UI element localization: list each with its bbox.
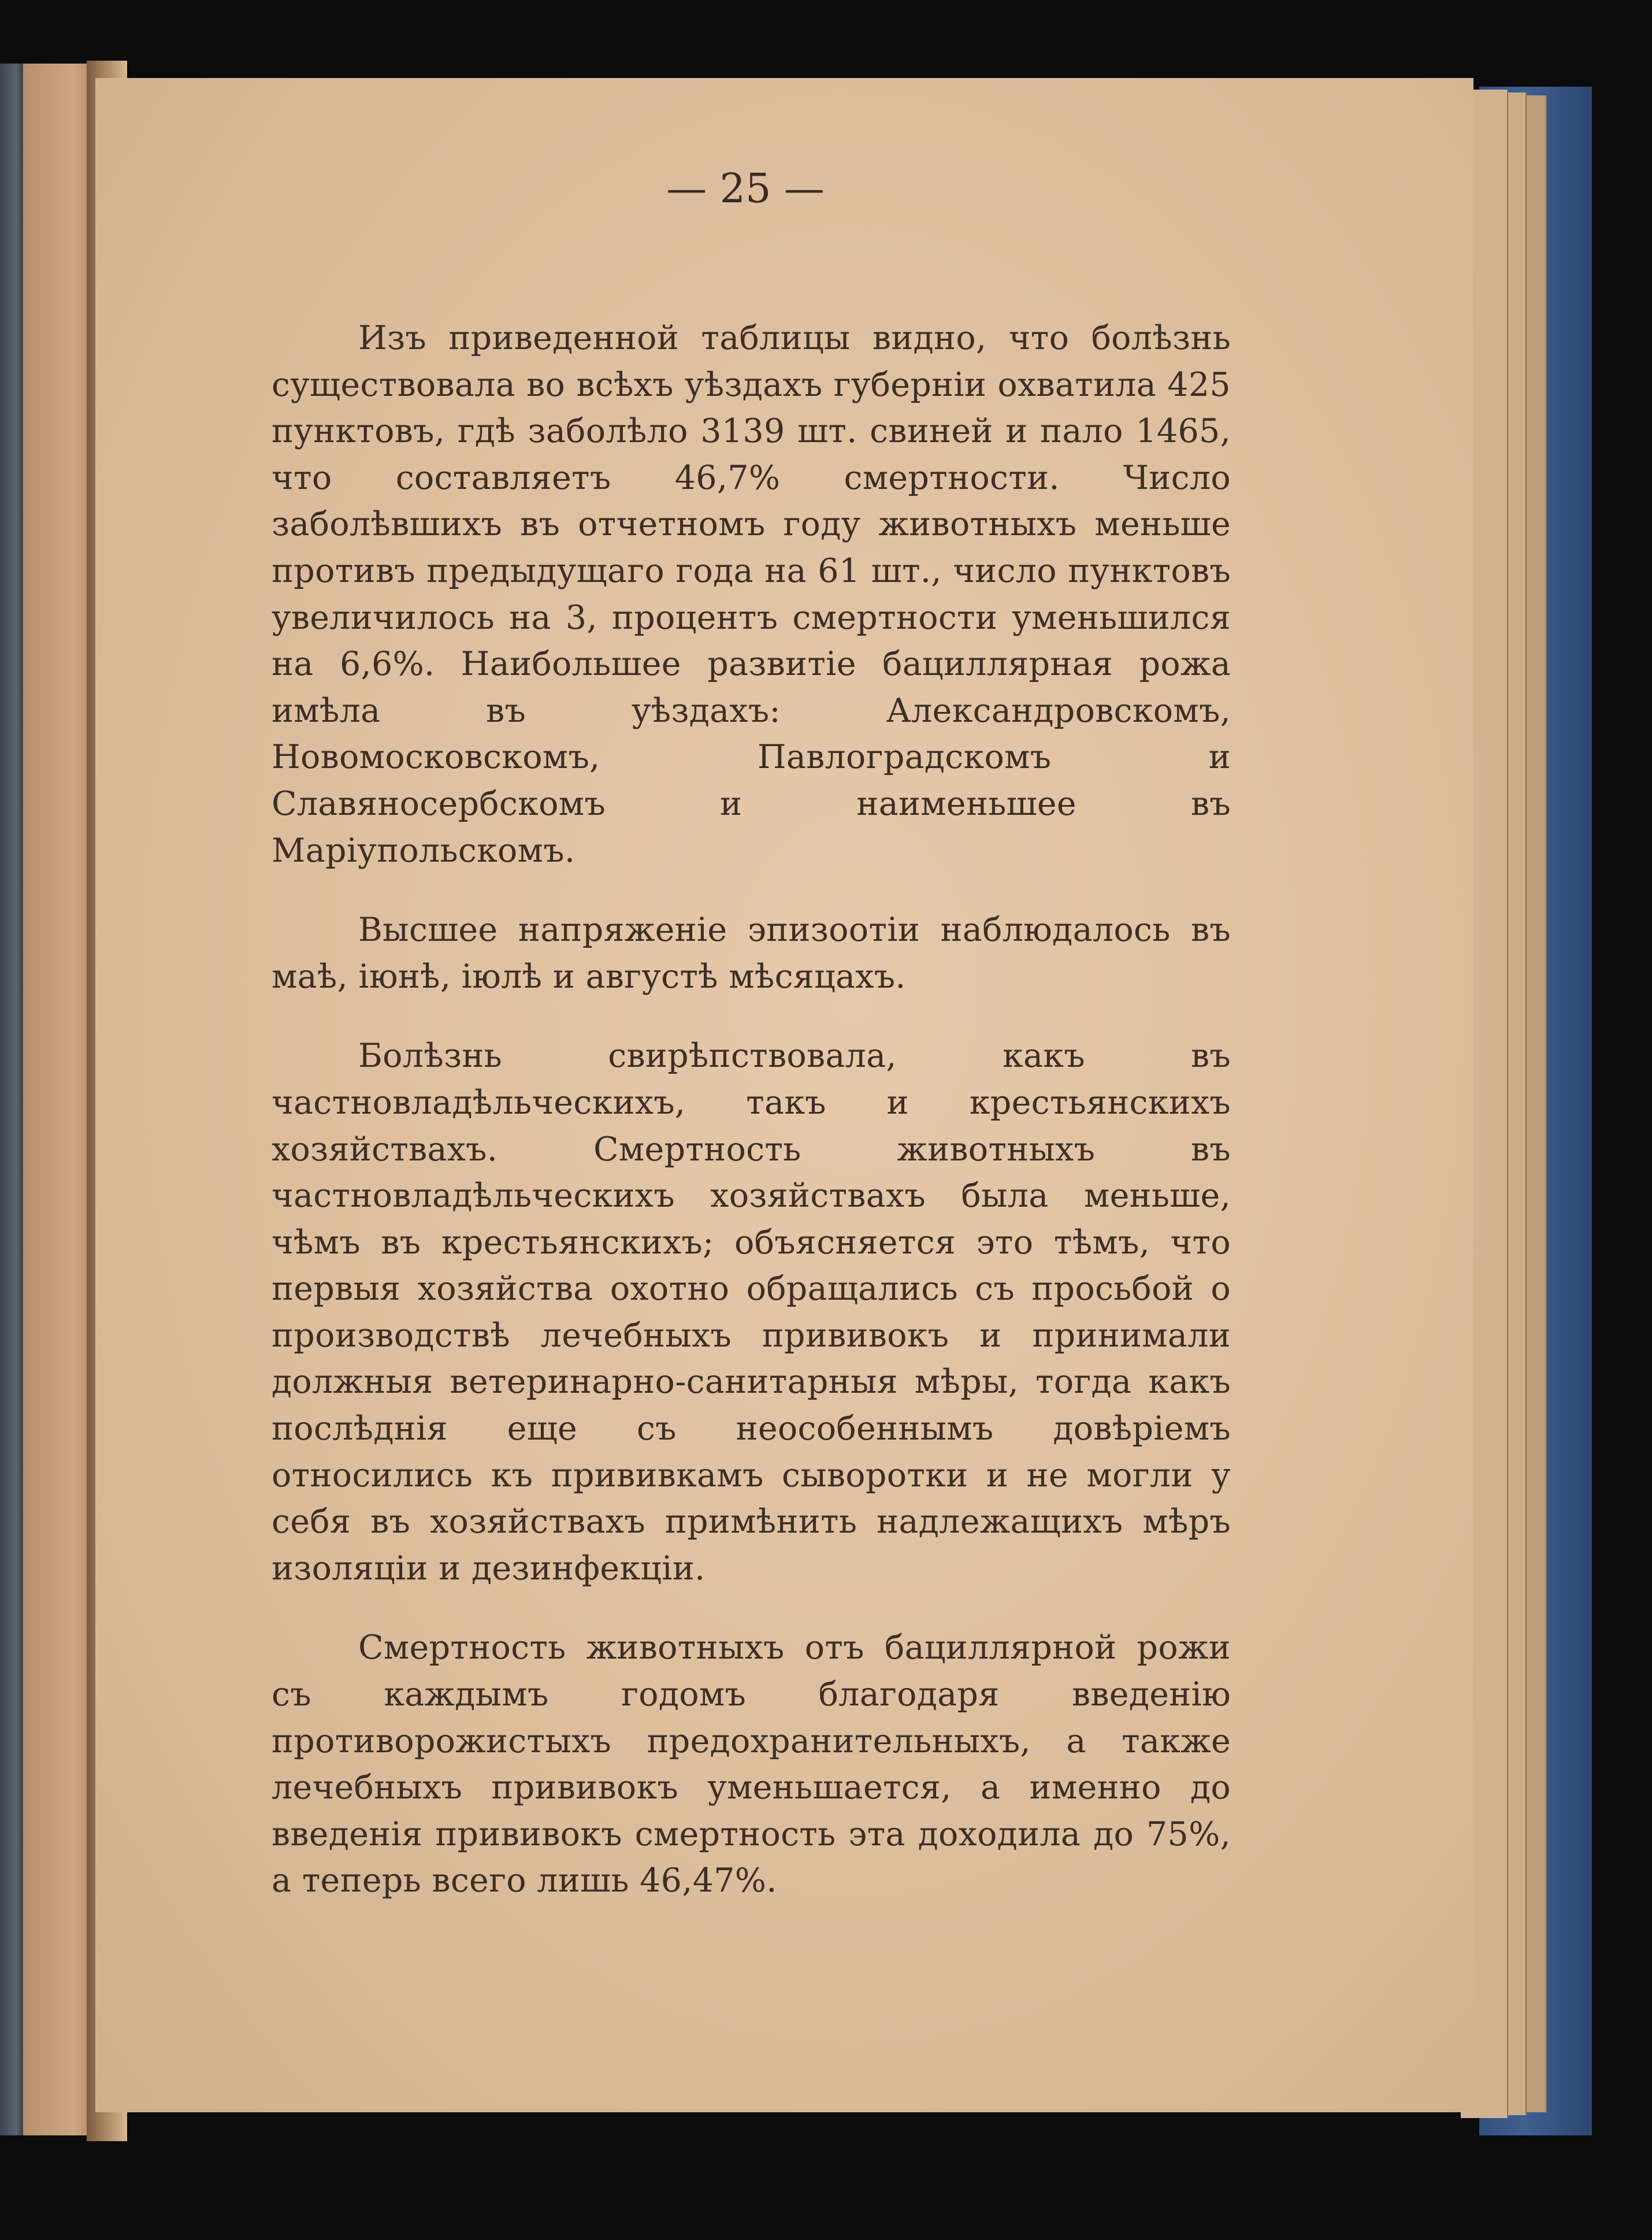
paragraph: Болѣзнь свирѣпствовала, какъ въ частновладѣльческихъ, такъ и крестьянскихъ хозяйствахъ. Смертность животныхъ въ частновладѣльческихъ хозяйствахъ была меньше, чѣмъ въ крестьянскихъ; объясняется это тѣмъ, что первыя хозяйства охотно обращались съ просьбой о производствѣ лечебныхъ прививокъ и принимали должныя ветеринарно-санитарныя мѣры, тогда какъ послѣднія еще съ неособеннымъ довѣріемъ относились къ прививкамъ сыворотки и не могли у себя въ хозяйствахъ примѣнить надлежащихъ мѣръ изоляціи и дезинфекціи.: [272, 1037, 1231, 1588]
previous-page-cover-edge: [0, 64, 23, 2135]
page-number: — 25 —: [666, 165, 825, 212]
paragraph: Изъ приведенной таблицы видно, что болѣзнь существовала во всѣхъ уѣздахъ губерніи охватила 425 пунктовъ, гдѣ заболѣло 3139 шт. свиней и пало 1465, что составляетъ 46,7% смертности. Число заболѣвшихъ въ отчетномъ году животныхъ меньше противъ предыдущаго года на 61 шт., число пунктовъ увеличилось на 3, процентъ смертности уменьшился на 6,6%. Наибольшее развитіе бациллярная рожа имѣла въ уѣздахъ: Александровскомъ, Новомосковскомъ, Павлоградскомъ и Славяносербскомъ и наименьшее въ Маріупольскомъ.: [272, 319, 1231, 870]
paragraph: Смертность животныхъ отъ бациллярной рожи съ каждымъ годомъ благодаря введенію противорожистыхъ предохранительныхъ, а также лечебныхъ прививокъ уменьшается, а именно до введенія прививокъ смертность эта доходила до 75%, а теперь всего лишь 46,47%.: [272, 1629, 1231, 1900]
page-body: [272, 315, 1231, 1937]
paragraph: Высшее напряженіе эпизоотіи наблюдалось въ маѣ, іюнѣ, іюлѣ и августѣ мѣсяцахъ.: [272, 911, 1231, 996]
